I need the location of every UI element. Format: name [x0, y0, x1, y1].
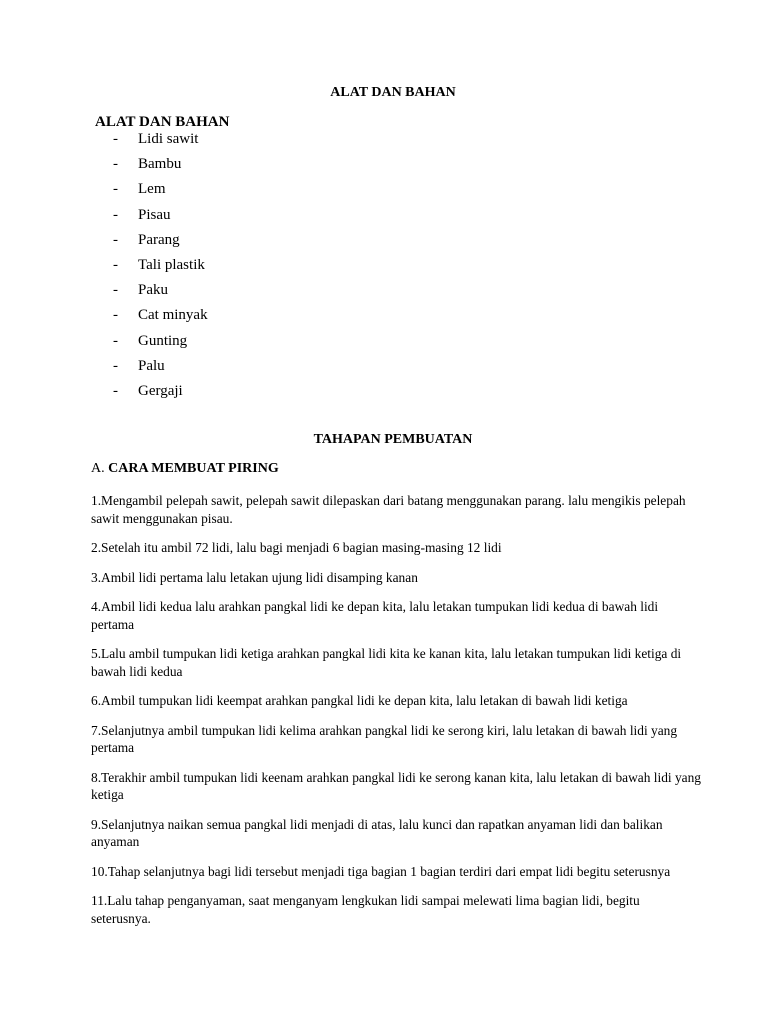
list-dash: -: [113, 382, 118, 399]
steps-list: [91, 492, 701, 939]
list-item-text: Bambu: [138, 156, 182, 173]
list-dash: -: [113, 256, 118, 273]
list-item-text: Tali plastik: [138, 256, 205, 273]
list-dash: -: [113, 357, 118, 374]
list-dash: -: [113, 332, 118, 349]
step-paragraph: 10.Tahap selanjutnya bagi lidi tersebut menjadi tiga bagian 1 bagian terdiri dari empat lidi begitu seterusnya: [91, 863, 671, 879]
step-paragraph: 4.Ambil lidi kedua lalu arahkan pangkal lidi ke depan kita, lalu letakan tumpukan lidi kedua di bawah lidi pertama: [91, 599, 659, 632]
list-item-text: Lidi sawit: [138, 131, 199, 147]
step-paragraph: 8.Terakhir ambil tumpukan lidi keenam arahkan pangkal lidi ke serong kanan kita, lalu letakan di bawah lidi yang ketiga: [91, 769, 702, 802]
step-paragraph: 2.Setelah itu ambil 72 lidi, lalu bagi menjadi 6 bagian masing-masing 12 lidi: [91, 540, 502, 555]
step-paragraph: 6.Ambil tumpukan lidi keempat arahkan pangkal lidi ke depan kita, lalu letakan di bawah lidi ketiga: [91, 693, 628, 708]
list-dash: -: [113, 131, 118, 147]
section-title: TAHAPAN PEMBUATAN: [313, 432, 473, 447]
list-item-text: Cat minyak: [138, 307, 208, 324]
list-dash: -: [113, 206, 118, 223]
subsection-title: CARA MEMBUAT PIRING: [108, 461, 279, 476]
list-dash: -: [113, 156, 118, 173]
list-dash: -: [113, 231, 118, 248]
step-paragraph: 3.Ambil lidi pertama lalu letakan ujung lidi disamping kanan: [91, 569, 418, 585]
list-item-text: Gunting: [138, 332, 188, 349]
list-dash: -: [113, 282, 118, 299]
list-item-text: Palu: [138, 357, 165, 374]
step-paragraph: 5.Lalu ambil tumpukan lidi ketiga arahkan pangkal lidi kita ke kanan kita, lalu letakan tumpukan lidi ketiga di bawah lidi kedua: [91, 646, 682, 679]
list-item-text: Pisau: [138, 206, 171, 223]
step-paragraph: 7.Selanjutnya ambil tumpukan lidi kelima arahkan pangkal lidi ke serong kiri, lalu letakan di bawah lidi yang pertama: [91, 722, 678, 755]
list-item-text: Lem: [138, 181, 166, 198]
page-title: ALAT DAN BAHAN: [330, 85, 456, 100]
list-item-text: Gergaji: [138, 382, 183, 399]
step-paragraph: 9.Selanjutnya naikan semua pangkal lidi menjadi di atas, lalu kunci dan rapatkan anyaman lidi dan balikan anyaman: [91, 816, 663, 849]
subsection-prefix: A.: [91, 461, 109, 476]
list-dash: -: [113, 181, 118, 198]
step-paragraph: 1.Mengambil pelepah sawit, pelepah sawit dilepaskan dari batang menggunakan parang. lalu mengikis pelepah sawit menggunakan pisau.: [91, 493, 686, 526]
materials-heading: ALAT DAN BAHAN: [95, 114, 230, 130]
list-item-text: Parang: [138, 231, 180, 248]
subsection-heading: [91, 461, 279, 477]
list-item-text: Paku: [138, 282, 168, 299]
list-dash: -: [113, 307, 118, 324]
step-paragraph: 11.Lalu tahap penganyaman, saat menganyam lengkukan lidi sampai melewati lima bagian lidi, begitu seterusnya.: [91, 893, 640, 926]
